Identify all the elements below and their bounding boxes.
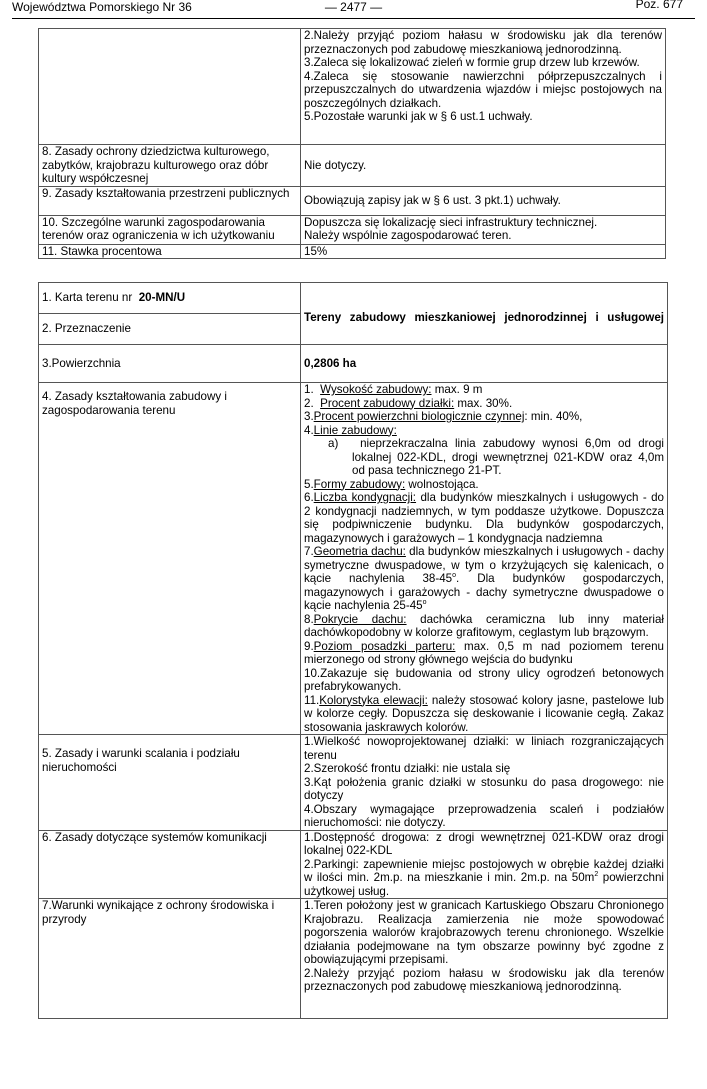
row-value [301, 215, 666, 244]
item-number: 7. [304, 545, 314, 558]
list-item: 2.Szerokość frontu działki: nie ustala się [304, 762, 511, 775]
row-value: 15% [301, 244, 666, 259]
item-text: max. 0,5 m nad poziomem terenu mierzonego od strony głównego wejścia do budynku [304, 639, 664, 666]
card-number-label: 1. Karta terenu nr [42, 291, 133, 305]
item-text: dla budynków mieszkalnych i usługowych - do 2 kondygnacji nadziemnych, w tym poddasze użytkowe. Dopuszcza się podpiwniczenie budynku. Dla budynków gospodarczych, magazynowych i garażowych – 1 kondygnacja nadziemna [304, 491, 664, 545]
empty-cell [39, 29, 301, 145]
table-row [39, 283, 668, 314]
row-label: 10. Szczególne warunki zagospodarowania terenów oraz ograniczenia w ich użytkowaniu [39, 215, 301, 244]
list-subitem: a) nieprzekraczalna linia zabudowy wynosi 6,0m od drogi lokalnej 022-KDL, drogi wewnętrznej 021-KDW oraz 4,0m od pasa technicznego 21-PT. [328, 437, 664, 477]
item-text: dla budynków mieszkalnych i usługowych - dachy symetryczne dwuspadowe, w tym o krzyżujących się kalenicach, o kącie nachylenia 38-45 [304, 545, 665, 585]
list-item: 1.Teren położony jest w granicach Kartuskiego Obszaru Chronionego Krajobrazu. Realizacja zamierzenia nie może spowodować pogorszenia walorów krajobrazowych terenu chronionego. Wszelkie działania podejmowane na tym obszarze powinny być zgodne z obowiązującymi przepisami. [304, 899, 664, 966]
card-table-20-mn-u [38, 282, 668, 1019]
list-item: 5.Pozostałe warunki jak w § 6 ust.1 uchwały. [304, 110, 533, 123]
table-row [39, 383, 668, 735]
item-heading: Pokrycie dachu: [313, 612, 407, 626]
table-row [39, 899, 668, 1019]
row-label: 3.Powierzchnia [39, 345, 301, 383]
item-text: należy stosować kolory jasne, pastelowe lub w kolorze cegły. Dopuszcza się deskowanie i licowanie cegłą. Zakaz stosowania jaskrawych kolorów. [304, 693, 664, 734]
list-item [304, 694, 664, 735]
row-label: 5. Zasady i warunki scalania i podziału nieruchomości [39, 735, 301, 831]
item-text: : min. 40%, [524, 410, 583, 423]
item-text: wolnostojąca. [405, 477, 479, 491]
list-item [304, 410, 664, 424]
list-item: 1.Wielkość nowoprojektowanej działki: w liniach rozgraniczających terenu [304, 735, 664, 762]
purpose-value [304, 311, 664, 325]
row-value [301, 345, 668, 383]
item-text: max. 9 m [431, 383, 483, 396]
item-heading: Geometria dachu: [313, 545, 406, 558]
card-number-cell [39, 283, 301, 314]
row-label: 4. Zasady kształtowania zabudowy i zagospodarowania terenu [39, 383, 301, 735]
parcel-rules [301, 735, 668, 831]
page-number: — 2477 — [324, 0, 383, 14]
row-label: 6. Zasady dotyczące systemów komunikacji [39, 830, 301, 899]
transport-rules [301, 830, 668, 899]
item-heading: Formy zabudowy: [313, 477, 406, 491]
list-item: 3.Zaleca się lokalizować zieleń w formie grup drzew lub krzewów. [304, 56, 640, 69]
row-value: Obowiązują zapisy jak w § 6 ust. 3 pkt.1) uchwały. [301, 186, 666, 215]
row-label [39, 145, 301, 187]
list-item [304, 858, 664, 899]
table-row [39, 735, 668, 831]
degree-sign: o [452, 572, 457, 580]
area-value: 0,2806 ha [304, 356, 357, 370]
table-row [39, 145, 666, 187]
list-item: 1.Dostępność drogowa: z drogi wewnętrznej 021-KDW oraz drogi lokalnej 022-KDL [304, 830, 664, 857]
table-row [39, 830, 668, 899]
table-row [39, 186, 666, 215]
journal-title: Województwa Pomorskiego Nr 36 [12, 0, 192, 14]
degree-sign: o [422, 599, 427, 607]
card-table-continued [38, 28, 666, 259]
list-item [304, 383, 664, 397]
item-heading: Poziom posadzki parteru: [313, 639, 456, 653]
list-item [304, 397, 664, 411]
list-item: 10.Zakazuje się budowania od strony ulicy ogrodzeń betonowych prefabrykowanych. [304, 666, 664, 693]
item-number: 8. [304, 612, 314, 626]
list-item [304, 478, 664, 492]
row-label: 9. Zasady kształtowania przestrzeni publicznych [39, 186, 301, 215]
row-label: 11. Stawka procentowa [39, 244, 301, 259]
purpose-cell [301, 283, 668, 345]
item-heading: Wysokość zabudowy: [320, 383, 432, 396]
list-item: 2.Należy przyjąć poziom hałasu w środowisku jak dla terenów przeznaczonych pod zabudowę mieszkaniową jednorodzinną. [304, 29, 662, 56]
list-item [304, 424, 664, 438]
item-number: 5. [304, 477, 314, 491]
item-text: dachówka ceramiczna lub inny materiał dachówkopodobny w kolorze grafitowym, ceglastym lub brązowym. [304, 612, 664, 639]
item-number: 9. [304, 639, 314, 653]
environment-conditions-cont [301, 29, 666, 145]
item-number: 2. [304, 396, 314, 410]
item-heading: Linie zabudowy: [313, 423, 397, 437]
row-value-line: Dopuszcza się lokalizację sieci infrastruktury technicznej. [304, 215, 598, 229]
list-item: 4.Obszary wymagające przeprowadzenia scaleń i podziałów nieruchomości: nie dotyczy. [304, 802, 664, 829]
item-heading: Procent zabudowy działki: [320, 396, 455, 410]
list-item [304, 545, 664, 613]
table-row [39, 29, 666, 145]
purpose-text: Tereny zabudowy mieszkaniowej jednorodzinnej i usługowej [304, 310, 664, 324]
row-label-text: 8. Zasady ochrony dziedzictwa kulturowego, zabytków, krajobrazu kulturowego oraz dóbr kultury współczesnej [42, 145, 270, 185]
table-row [39, 244, 666, 259]
superscript: 2 [594, 871, 599, 879]
list-item [304, 640, 664, 667]
item-number: 1. [304, 383, 314, 396]
list-item [304, 613, 664, 640]
table-row [39, 215, 666, 244]
item-heading: Procent powierzchni biologicznie czynnej [313, 410, 525, 423]
item-number: 4. [304, 423, 314, 437]
row-label: 7.Warunki wynikające z ochrony środowiska i przyrody [39, 899, 301, 1019]
item-text: max. 30%. [454, 396, 513, 410]
row-value-line: Należy wspólnie zagospodarować teren. [304, 229, 512, 242]
page-header [12, 0, 695, 19]
item-text: 2.Parkingi: zapewnienie miejsc postojowych w obrębie każdej działki w ilości min. 2m.p. na mieszkanie i min. 2m.p. na 50m [304, 857, 664, 884]
card-number-value: 20-MN/U [138, 291, 186, 305]
list-item: 3.Kąt położenia granic działki w stosunku do pasa drogowego: nie dotyczy [304, 775, 664, 802]
list-item [304, 491, 664, 545]
item-text: powierzchni użytkowej usług. [304, 871, 664, 898]
item-number: 3. [304, 410, 314, 423]
row-value: Nie dotyczy. [301, 145, 666, 187]
item-text: . Dla budynków gospodarczych, magazynowych i garażowych - dachy symetryczne dwuspadowe o kącie nachylenia 25-45 [304, 572, 664, 612]
position-number: Poz. 677 [635, 0, 683, 11]
item-number: 11. [304, 693, 320, 707]
item-heading: Liczba kondygnacji: [313, 491, 417, 504]
table-row [39, 345, 668, 383]
row-label: 2. Przeznaczenie [39, 314, 301, 345]
item-heading: Kolorystyka elewacji: [319, 693, 428, 707]
item-number: 6. [304, 491, 314, 504]
list-item: 4.Zaleca się stosowanie nawierzchni półprzepuszczalnych i przepuszczalnych do utwardzenia wjazdów i miejsc postojowych na poszczególnych działkach. [304, 69, 662, 110]
list-item: 2.Należy przyjąć poziom hałasu w środowisku jak dla terenów przeznaczonych pod zabudowę mieszkaniową jednorodzinną. [304, 966, 664, 993]
building-rules [301, 383, 668, 735]
environment-rules [301, 899, 668, 1019]
